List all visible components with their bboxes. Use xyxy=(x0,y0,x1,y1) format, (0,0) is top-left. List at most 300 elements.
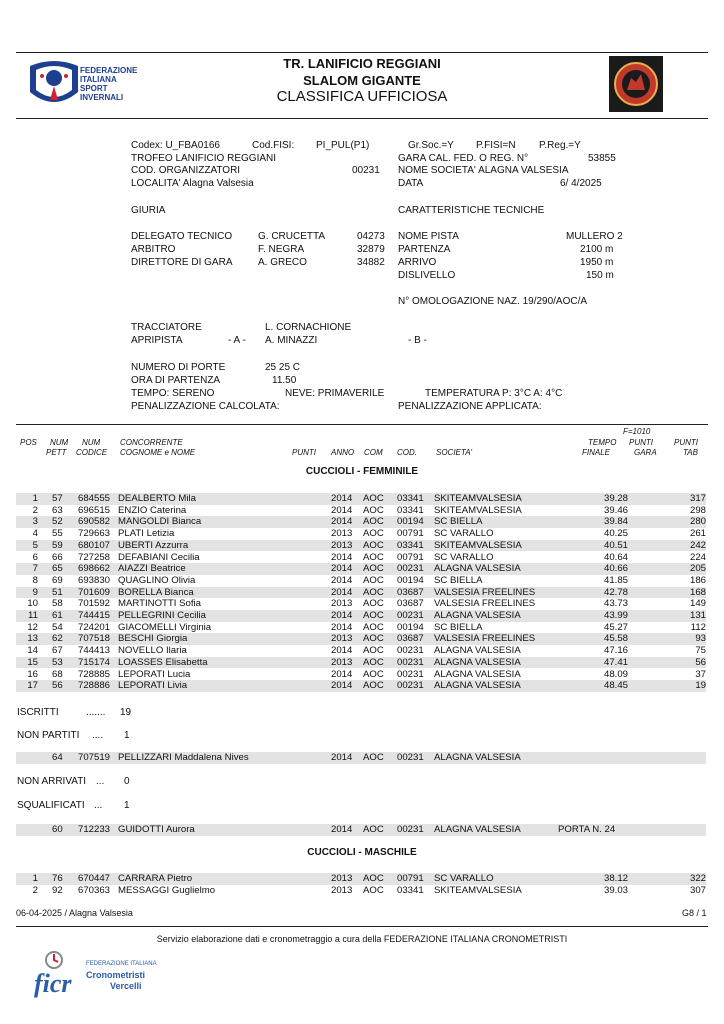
dislivello-value: 150 m xyxy=(586,270,614,281)
result-row xyxy=(16,657,706,669)
temperatura: TEMPERATURA P: 3°C A: 4°C xyxy=(425,388,563,399)
iscritti-label: ISCRITTI xyxy=(17,707,59,718)
pos: 5 xyxy=(32,539,38,551)
pos: 11 xyxy=(28,610,38,621)
codice: 701592 xyxy=(78,598,111,610)
tempo: 43.99 xyxy=(603,610,628,621)
cod: 00791 xyxy=(397,873,424,884)
anno: 2014 xyxy=(331,563,353,575)
codfisi-value: PI_PUL(P1) xyxy=(316,140,370,151)
apripista-name: A. MINAZZI xyxy=(265,335,318,346)
tempo: 40.25 xyxy=(603,528,628,540)
col-cognome: COGNOME e NOME xyxy=(120,448,196,457)
non-partiti-dots: .... xyxy=(92,730,104,741)
com: AOC xyxy=(363,504,384,516)
punti-tab: 298 xyxy=(689,504,706,516)
col-concorrente: CONCORRENTE xyxy=(120,438,183,447)
cod: 00194 xyxy=(397,574,424,586)
societa: ALAGNA VALSESIA xyxy=(434,824,521,835)
col-pos: POS xyxy=(20,438,37,447)
pos: 16 xyxy=(27,668,38,680)
arbitro-code: 32879 xyxy=(357,244,385,255)
porte-value: 25 25 C xyxy=(265,362,301,373)
codice: 707518 xyxy=(78,633,111,645)
punti-tab: 93 xyxy=(695,633,706,645)
societa: ALAGNA VALSESIA xyxy=(434,563,521,575)
nome: CARRARA Pietro xyxy=(118,873,193,884)
result-row xyxy=(16,885,706,897)
pett: 53 xyxy=(52,656,63,668)
punti-tab: 280 xyxy=(689,516,706,528)
codice: 715174 xyxy=(78,656,111,668)
direttore-label: DIRETTORE DI GARA xyxy=(131,257,233,268)
penalizzazione-calcolata: PENALIZZAZIONE CALCOLATA: xyxy=(131,401,280,412)
tracciatore-name: L. CORNACHIONE xyxy=(265,322,352,333)
anno: 2014 xyxy=(331,645,353,657)
codice: 693830 xyxy=(78,574,111,586)
nome: DEFABIANI Cecilia xyxy=(118,551,200,563)
com: AOC xyxy=(363,752,384,763)
ficr-name: Cronometristi xyxy=(86,970,146,980)
porte-label: NUMERO DI PORTE xyxy=(131,362,226,373)
pos: 8 xyxy=(32,574,38,586)
non-partito-row xyxy=(16,752,706,764)
cod: 00231 xyxy=(397,752,424,763)
punti-tab: 37 xyxy=(695,668,706,680)
nome-societa: NOME SOCIETA' ALAGNA VALSESIA xyxy=(398,165,569,176)
result-row xyxy=(16,645,706,657)
tempo: 48.45 xyxy=(603,680,628,692)
com: AOC xyxy=(363,633,384,645)
direttore-code: 34882 xyxy=(357,257,385,268)
pett: 62 xyxy=(52,633,63,645)
anno: 2014 xyxy=(331,493,353,504)
pett: 51 xyxy=(52,586,63,598)
club-logo xyxy=(609,56,663,112)
societa: ALAGNA VALSESIA xyxy=(434,680,521,692)
punti-tab: 56 xyxy=(695,656,706,668)
pett: 67 xyxy=(52,645,63,657)
pett: 58 xyxy=(52,598,63,610)
nome: BORELLA Bianca xyxy=(118,586,194,598)
codice: 690582 xyxy=(78,516,111,528)
dislivello-label: DISLIVELLO xyxy=(398,270,456,281)
ficr-city: Vercelli xyxy=(110,981,142,991)
direttore-name: A. GRECO xyxy=(258,257,307,268)
societa: SKITEAMVALSESIA xyxy=(434,504,522,516)
pista-label: NOME PISTA xyxy=(398,231,459,242)
tempo: 41.85 xyxy=(603,574,628,586)
discipline-title: SLALOM GIGANTE xyxy=(303,73,421,88)
cod: 00194 xyxy=(397,516,424,528)
tempo: 43.73 xyxy=(603,598,628,610)
pos: 1 xyxy=(32,873,38,884)
pos: 1 xyxy=(32,493,38,504)
anno: 2014 xyxy=(331,824,353,835)
societa: SKITEAMVALSESIA xyxy=(434,539,522,551)
col-punti-gara: PUNTI xyxy=(629,438,653,447)
punti-tab: 317 xyxy=(689,493,706,504)
cod: 00231 xyxy=(397,668,424,680)
caratteristiche-heading: CARATTERISTICHE TECNICHE xyxy=(398,205,545,216)
fisi-name-line: INVERNALI xyxy=(80,93,124,102)
iscritti-dots: ....... xyxy=(86,707,106,718)
result-row xyxy=(16,610,706,622)
cod: 03687 xyxy=(397,598,424,610)
codice: 670447 xyxy=(78,873,111,884)
punti-tab: 261 xyxy=(689,528,706,540)
footer-left: 06-04-2025 / Alagna Valsesia xyxy=(16,908,133,918)
societa: SKITEAMVALSESIA xyxy=(434,493,522,504)
tempo: 45.27 xyxy=(603,621,628,633)
data-value: 6/ 4/2025 xyxy=(560,178,602,189)
punti-tab: 205 xyxy=(689,563,706,575)
tempo: 47.41 xyxy=(603,656,628,668)
punti-tab: 224 xyxy=(689,551,706,563)
anno: 2014 xyxy=(331,610,353,621)
nome: NOVELLO Ilaria xyxy=(118,645,187,657)
arrivo-value: 1950 m xyxy=(580,257,614,268)
pos: 10 xyxy=(27,598,38,610)
anno: 2013 xyxy=(331,528,353,540)
cod: 03341 xyxy=(397,504,424,516)
pett: 68 xyxy=(52,668,63,680)
com: AOC xyxy=(363,824,384,835)
nome: PELLIZZARI Maddalena Nives xyxy=(118,752,249,763)
svg-text:ficr: ficr xyxy=(34,969,72,998)
pett: 54 xyxy=(52,621,63,633)
col-tab: TAB xyxy=(683,448,698,457)
cod: 00231 xyxy=(397,563,424,575)
pos: 15 xyxy=(27,656,38,668)
anno: 2014 xyxy=(331,516,353,528)
pos: 9 xyxy=(32,586,38,598)
table-top-rule xyxy=(16,424,708,425)
pett: 57 xyxy=(52,493,63,504)
cod: 00791 xyxy=(397,551,424,563)
anno: 2014 xyxy=(331,586,353,598)
punti-tab: 112 xyxy=(690,621,706,633)
nome: LOASSES Elisabetta xyxy=(118,656,208,668)
pett: 76 xyxy=(52,873,63,884)
footer-rule xyxy=(16,926,708,927)
pett: 59 xyxy=(52,539,63,551)
cod: 00231 xyxy=(397,680,424,692)
societa: SC VARALLO xyxy=(434,873,494,884)
pett: 60 xyxy=(52,824,63,835)
codice: 698662 xyxy=(78,563,111,575)
non-arrivati-dots: ... xyxy=(96,776,105,787)
codice: 727258 xyxy=(78,551,111,563)
top-rule xyxy=(16,52,708,53)
com: AOC xyxy=(363,645,384,657)
result-row xyxy=(16,680,706,692)
tempo: 39.28 xyxy=(603,493,628,504)
squalificati-value: 1 xyxy=(124,800,130,811)
gara-cal-value: 53855 xyxy=(588,153,616,164)
nome: GUIDOTTI Aurora xyxy=(118,824,195,835)
delegato-label: DELEGATO TECNICO xyxy=(131,231,233,242)
cod: 03687 xyxy=(397,586,424,598)
cod: 00194 xyxy=(397,621,424,633)
result-row xyxy=(16,622,706,634)
pos: 17 xyxy=(27,680,38,692)
anno: 2014 xyxy=(331,551,353,563)
nome: DEALBERTO Mila xyxy=(118,493,197,504)
anno: 2013 xyxy=(331,884,353,896)
nome: BESCHI Giorgia xyxy=(118,633,188,645)
punti-tab: 75 xyxy=(695,645,706,657)
tempo: 38.12 xyxy=(603,873,628,884)
pista-value: MULLERO 2 xyxy=(566,231,623,242)
tempo: 45.58 xyxy=(603,633,628,645)
societa: SC VARALLO xyxy=(434,551,494,563)
com: AOC xyxy=(363,610,384,621)
cod: 00791 xyxy=(397,528,424,540)
arbitro-name: F. NEGRA xyxy=(258,244,305,255)
result-row xyxy=(16,575,706,587)
result-row xyxy=(16,516,706,528)
arrivo-label: ARRIVO xyxy=(398,257,437,268)
pos: 13 xyxy=(27,633,38,645)
giuria-heading: GIURIA xyxy=(131,205,166,216)
com: AOC xyxy=(363,884,384,896)
codice: 696515 xyxy=(78,504,111,516)
nome: MANGOLDI Bianca xyxy=(118,516,202,528)
col-tempo: TEMPO xyxy=(588,438,617,447)
codice: 712233 xyxy=(78,824,111,835)
nome: GIACOMELLI Virginia xyxy=(118,621,212,633)
com: AOC xyxy=(363,563,384,575)
result-row xyxy=(16,598,706,610)
section-maschile: CUCCIOLI - MASCHILE xyxy=(307,847,417,858)
codice: 670363 xyxy=(78,884,111,896)
grsoc: Gr.Soc.=Y xyxy=(408,140,454,151)
ora-label: ORA DI PARTENZA xyxy=(131,375,221,386)
nome: UBERTI Azzurra xyxy=(118,539,189,551)
footer-page: G8 / 1 xyxy=(682,908,707,918)
pett: 65 xyxy=(52,563,63,575)
com: AOC xyxy=(363,539,384,551)
nome: LEPORATI Livia xyxy=(118,680,188,692)
non-partiti-value: 1 xyxy=(124,730,130,741)
codfisi-label: Cod.FISI: xyxy=(252,140,295,151)
punti-tab: 19 xyxy=(695,680,706,692)
trofeo: TROFEO LANIFICIO REGGIANI xyxy=(131,153,277,164)
cod: 03341 xyxy=(397,493,424,504)
codice: 729663 xyxy=(78,528,111,540)
col-gara: GARA xyxy=(634,448,657,457)
cod: 03341 xyxy=(397,884,424,896)
delegato-name: G. CRUCETTA xyxy=(258,231,326,242)
societa: SC BIELLA xyxy=(434,516,483,528)
pos: 12 xyxy=(27,621,38,633)
cod: 03687 xyxy=(397,633,424,645)
com: AOC xyxy=(363,598,384,610)
partenza-label: PARTENZA xyxy=(398,244,451,255)
punti-tab: 186 xyxy=(689,574,706,586)
pfisi: P.FISI=N xyxy=(476,140,516,151)
societa: ALAGNA VALSESIA xyxy=(434,645,521,657)
squalificati-dots: ... xyxy=(94,800,103,811)
col-societa: SOCIETA' xyxy=(436,448,473,457)
result-row xyxy=(16,493,706,505)
pos: 6 xyxy=(32,551,38,563)
punti-tab: 149 xyxy=(689,598,706,610)
pett: 61 xyxy=(52,610,63,621)
anno: 2013 xyxy=(331,656,353,668)
fisi-name-line: ITALIANA xyxy=(80,75,117,84)
societa: SC BIELLA xyxy=(434,621,483,633)
partenza-value: 2100 m xyxy=(580,244,614,255)
tempo: 40.64 xyxy=(603,551,628,563)
col-punti: PUNTI xyxy=(292,448,316,457)
result-row xyxy=(16,587,706,599)
nome: PELLEGRINI Cecilia xyxy=(118,610,206,621)
cod: 03341 xyxy=(397,539,424,551)
cod: 00231 xyxy=(397,610,424,621)
omologazione: N° OMOLOGAZIONE NAZ. 19/290/AOC/A xyxy=(398,296,588,307)
non-arrivati-label: NON ARRIVATI xyxy=(17,776,87,787)
fisi-name-line: SPORT xyxy=(80,84,108,93)
codice: 728886 xyxy=(78,680,111,692)
apripista-b: - B - xyxy=(408,335,427,346)
tempo-meteo: TEMPO: SERENO xyxy=(131,388,215,399)
col-com: COM xyxy=(364,448,383,457)
col-f1010: F=1010 xyxy=(623,427,651,436)
codice: 684555 xyxy=(78,493,111,504)
classification-title: CLASSIFICA UFFICIOSA xyxy=(276,88,448,105)
com: AOC xyxy=(363,621,384,633)
punti-tab: 131 xyxy=(689,610,706,621)
col-punti-tab: PUNTI xyxy=(674,438,698,447)
com: AOC xyxy=(363,873,384,884)
footer-service: Servizio elaborazione dati e cronometraggio a cura della FEDERAZIONE ITALIANA CRONOMETRISTI xyxy=(156,934,568,944)
localita: LOCALITA' Alagna Valsesia xyxy=(131,178,254,189)
nome: AIAZZI Beatrice xyxy=(118,563,186,575)
tracciatore-label: TRACCIATORE xyxy=(131,322,202,333)
motivo: PORTA N. 24 xyxy=(558,824,616,835)
societa: SKITEAMVALSESIA xyxy=(434,884,522,896)
pett: 55 xyxy=(52,528,63,540)
result-row xyxy=(16,633,706,645)
cod: 00231 xyxy=(397,656,424,668)
delegato-code: 04273 xyxy=(357,231,385,242)
col-finale: FINALE xyxy=(582,448,611,457)
arbitro-label: ARBITRO xyxy=(131,244,176,255)
anno: 2013 xyxy=(331,598,353,610)
com: AOC xyxy=(363,668,384,680)
pos: 2 xyxy=(32,884,38,896)
codice: 728885 xyxy=(78,668,111,680)
anno: 2014 xyxy=(331,668,353,680)
anno: 2013 xyxy=(331,633,353,645)
pos: 3 xyxy=(32,516,38,528)
anno: 2013 xyxy=(331,539,353,551)
event-title: TR. LANIFICIO REGGIANI xyxy=(283,56,441,71)
result-row xyxy=(16,552,706,564)
tempo: 40.66 xyxy=(603,563,628,575)
cod: 00231 xyxy=(397,824,424,835)
pett: 92 xyxy=(52,884,63,896)
cod: 00231 xyxy=(397,645,424,657)
societa: SC VARALLO xyxy=(434,528,494,540)
non-arrivati-value: 0 xyxy=(124,776,130,787)
anno: 2014 xyxy=(331,680,353,692)
apripista-a: - A - xyxy=(228,335,246,346)
result-row xyxy=(16,873,706,885)
codice: 744413 xyxy=(78,645,111,657)
nome: MARTINOTTI Sofia xyxy=(118,598,201,610)
pett: 63 xyxy=(52,504,63,516)
societa: ALAGNA VALSESIA xyxy=(434,752,521,763)
societa: ALAGNA VALSESIA xyxy=(434,668,521,680)
pett: 56 xyxy=(52,680,63,692)
col-pett: PETT xyxy=(46,448,67,457)
squalificato-row xyxy=(16,824,706,836)
col-codice: CODICE xyxy=(76,448,108,457)
tempo: 40.51 xyxy=(603,539,628,551)
punti-tab: 168 xyxy=(689,586,706,598)
codice: 724201 xyxy=(78,621,111,633)
pos: 14 xyxy=(27,645,38,657)
result-row xyxy=(16,563,706,575)
codex: Codex: U_FBA0166 xyxy=(131,140,220,151)
col-num: NUM xyxy=(50,438,69,447)
nome: MESSAGGI Guglielmo xyxy=(118,884,216,896)
societa: VALSESIA FREELINES xyxy=(434,633,536,645)
anno: 2014 xyxy=(331,621,353,633)
header-rule xyxy=(16,118,708,119)
punti-tab: 307 xyxy=(689,884,706,896)
nome: LEPORATI Lucia xyxy=(118,668,191,680)
data-label: DATA xyxy=(398,178,424,189)
pett: 64 xyxy=(52,752,63,763)
pos: 7 xyxy=(32,563,38,575)
section-femminile: CUCCIOLI - FEMMINILE xyxy=(305,466,419,477)
pett: 66 xyxy=(52,551,63,563)
societa: ALAGNA VALSESIA xyxy=(434,610,521,621)
societa: ALAGNA VALSESIA xyxy=(434,656,521,668)
pos: 2 xyxy=(32,504,38,516)
ora-value: 11.50 xyxy=(272,375,297,386)
com: AOC xyxy=(363,656,384,668)
nome: ENZIO Caterina xyxy=(118,504,187,516)
com: AOC xyxy=(363,680,384,692)
non-partiti-label: NON PARTITI xyxy=(17,730,80,741)
codice: 680107 xyxy=(78,539,111,551)
cod-org-label: COD. ORGANIZZATORI xyxy=(131,165,241,176)
preg: P.Reg.=Y xyxy=(539,140,581,151)
ficr-federation: FEDERAZIONE ITALIANA xyxy=(86,961,157,967)
result-row xyxy=(16,540,706,552)
iscritti-value: 19 xyxy=(120,707,132,718)
squalificati-label: SQUALIFICATI xyxy=(17,800,85,811)
cod-org-value: 00231 xyxy=(352,165,380,176)
anno: 2014 xyxy=(331,574,353,586)
result-row xyxy=(16,505,706,517)
nome: PLATI Letizia xyxy=(118,528,175,540)
gara-cal-label: GARA CAL. FED. O REG. N° xyxy=(398,153,529,164)
penalizzazione-applicata: PENALIZZAZIONE APPLICATA: xyxy=(398,401,542,412)
anno: 2014 xyxy=(331,504,353,516)
com: AOC xyxy=(363,493,384,504)
col-anno: ANNO xyxy=(331,448,355,457)
codice: 744415 xyxy=(78,610,111,621)
punti-tab: 322 xyxy=(689,873,706,884)
com: AOC xyxy=(363,574,384,586)
tempo: 39.46 xyxy=(603,504,628,516)
